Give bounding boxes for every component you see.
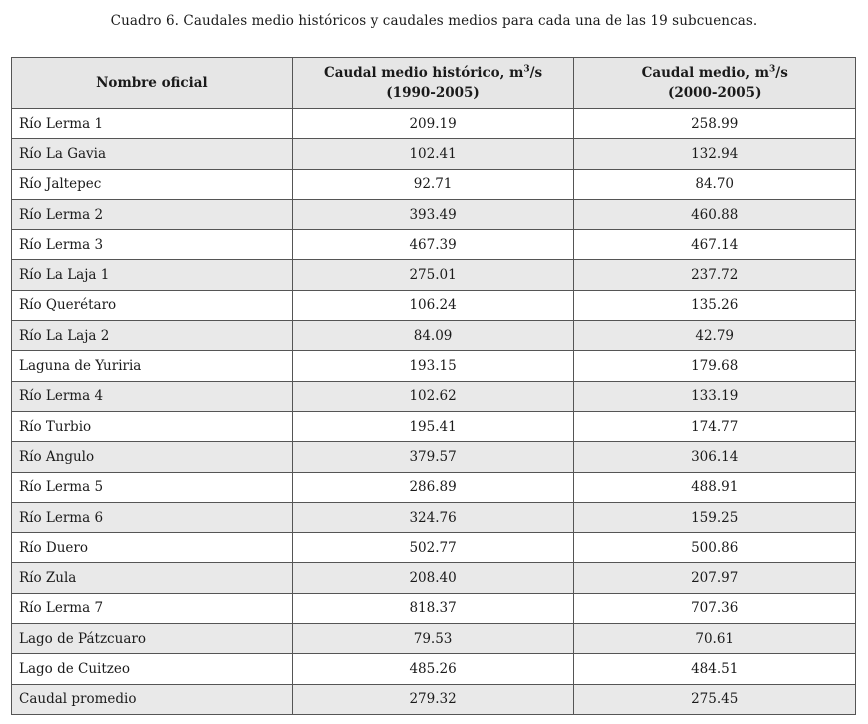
header-caudal-historico [292, 58, 574, 109]
header-mean-sup: 3 [769, 64, 776, 75]
cell-nombre: Río Angulo [12, 442, 293, 472]
table-row [12, 563, 856, 593]
cell-nombre: Río Lerma 4 [12, 381, 293, 411]
cell-caudal-medio: 84.70 [574, 169, 856, 199]
cell-caudal-historico: 195.41 [292, 411, 574, 441]
cell-caudal-historico: 379.57 [292, 442, 574, 472]
table-row [12, 230, 856, 260]
cell-nombre: Lago de Cuitzeo [12, 654, 293, 684]
table-row [12, 502, 856, 532]
table-row [12, 169, 856, 199]
cell-nombre: Río Lerma 1 [12, 109, 293, 139]
cell-caudal-medio: 460.88 [574, 199, 856, 229]
header-mean-label: Caudal medio, m [641, 65, 770, 81]
cell-caudal-historico: 92.71 [292, 169, 574, 199]
cell-nombre: Río Lerma 6 [12, 502, 293, 532]
header-hist-sup: 3 [523, 64, 530, 75]
header-nombre-oficial [12, 58, 293, 109]
table-row [12, 472, 856, 502]
header-mean-period: (2000-2005) [667, 85, 762, 101]
cell-nombre: Río Zula [12, 563, 293, 593]
table-row [12, 411, 856, 441]
table-body [12, 109, 856, 715]
cell-caudal-medio: 132.94 [574, 139, 856, 169]
cell-caudal-medio: 179.68 [574, 351, 856, 381]
cell-nombre: Río Jaltepec [12, 169, 293, 199]
table-row [12, 624, 856, 654]
cell-nombre: Río Duero [12, 533, 293, 563]
table-row [12, 199, 856, 229]
cell-caudal-historico: 275.01 [292, 260, 574, 290]
cell-caudal-historico: 102.41 [292, 139, 574, 169]
header-caudal-medio [574, 58, 856, 109]
cell-caudal-historico: 84.09 [292, 321, 574, 351]
flow-table [11, 57, 856, 715]
table-row [12, 139, 856, 169]
header-hist-period: (1990-2005) [386, 85, 480, 101]
table-row [12, 109, 856, 139]
cell-caudal-historico: 502.77 [292, 533, 574, 563]
cell-caudal-medio: 42.79 [574, 321, 856, 351]
cell-caudal-historico: 818.37 [292, 593, 574, 623]
cell-nombre: Laguna de Yuriria [12, 351, 293, 381]
table-row [12, 654, 856, 684]
cell-caudal-medio: 707.36 [574, 593, 856, 623]
cell-caudal-medio: 500.86 [574, 533, 856, 563]
cell-nombre: Lago de Pátzcuaro [12, 624, 293, 654]
cell-nombre: Río La Laja 1 [12, 260, 293, 290]
cell-caudal-historico: 193.15 [292, 351, 574, 381]
cell-caudal-medio: 135.26 [574, 290, 856, 320]
cell-caudal-medio: 484.51 [574, 654, 856, 684]
table-row [12, 260, 856, 290]
cell-caudal-medio: 133.19 [574, 381, 856, 411]
cell-nombre: Río Lerma 2 [12, 199, 293, 229]
cell-caudal-historico: 393.49 [292, 199, 574, 229]
table-row [12, 381, 856, 411]
cell-caudal-medio: 467.14 [574, 230, 856, 260]
cell-nombre: Río Lerma 3 [12, 230, 293, 260]
cell-caudal-medio: 70.61 [574, 624, 856, 654]
header-hist-unit: /s [529, 65, 543, 81]
table-row [12, 351, 856, 381]
cell-nombre: Río Turbio [12, 411, 293, 441]
cell-caudal-medio: 306.14 [574, 442, 856, 472]
table-row [12, 593, 856, 623]
header-name-label: Nombre oficial [96, 75, 208, 91]
cell-caudal-medio: 275.45 [574, 684, 856, 714]
cell-caudal-historico: 106.24 [292, 290, 574, 320]
table-row [12, 290, 856, 320]
cell-caudal-medio: 258.99 [574, 109, 856, 139]
cell-caudal-historico: 485.26 [292, 654, 574, 684]
cell-caudal-historico: 324.76 [292, 502, 574, 532]
cell-caudal-historico: 79.53 [292, 624, 574, 654]
cell-nombre: Río La Laja 2 [12, 321, 293, 351]
table-row [12, 684, 856, 714]
cell-nombre: Río Querétaro [12, 290, 293, 320]
cell-nombre: Río La Gavia [12, 139, 293, 169]
header-hist-label: Caudal medio histórico, m [323, 65, 524, 81]
table-row [12, 321, 856, 351]
cell-caudal-medio: 159.25 [574, 502, 856, 532]
table-row [12, 533, 856, 563]
cell-nombre: Río Lerma 7 [12, 593, 293, 623]
cell-caudal-medio: 207.97 [574, 563, 856, 593]
cell-caudal-historico: 467.39 [292, 230, 574, 260]
cell-caudal-historico: 286.89 [292, 472, 574, 502]
cell-caudal-historico: 209.19 [292, 109, 574, 139]
table-caption: Cuadro 6. Caudales medio históricos y caudales medios para cada una de las 19 subcuencas. [110, 13, 758, 29]
header-row [12, 58, 856, 109]
cell-caudal-historico: 208.40 [292, 563, 574, 593]
cell-caudal-medio: 174.77 [574, 411, 856, 441]
cell-caudal-medio: 237.72 [574, 260, 856, 290]
table-row [12, 442, 856, 472]
cell-caudal-medio: 488.91 [574, 472, 856, 502]
table-header [12, 58, 856, 109]
cell-nombre: Río Lerma 5 [12, 472, 293, 502]
cell-caudal-historico: 279.32 [292, 684, 574, 714]
header-mean-unit: /s [775, 65, 788, 81]
cell-nombre: Caudal promedio [12, 684, 293, 714]
cell-caudal-historico: 102.62 [292, 381, 574, 411]
